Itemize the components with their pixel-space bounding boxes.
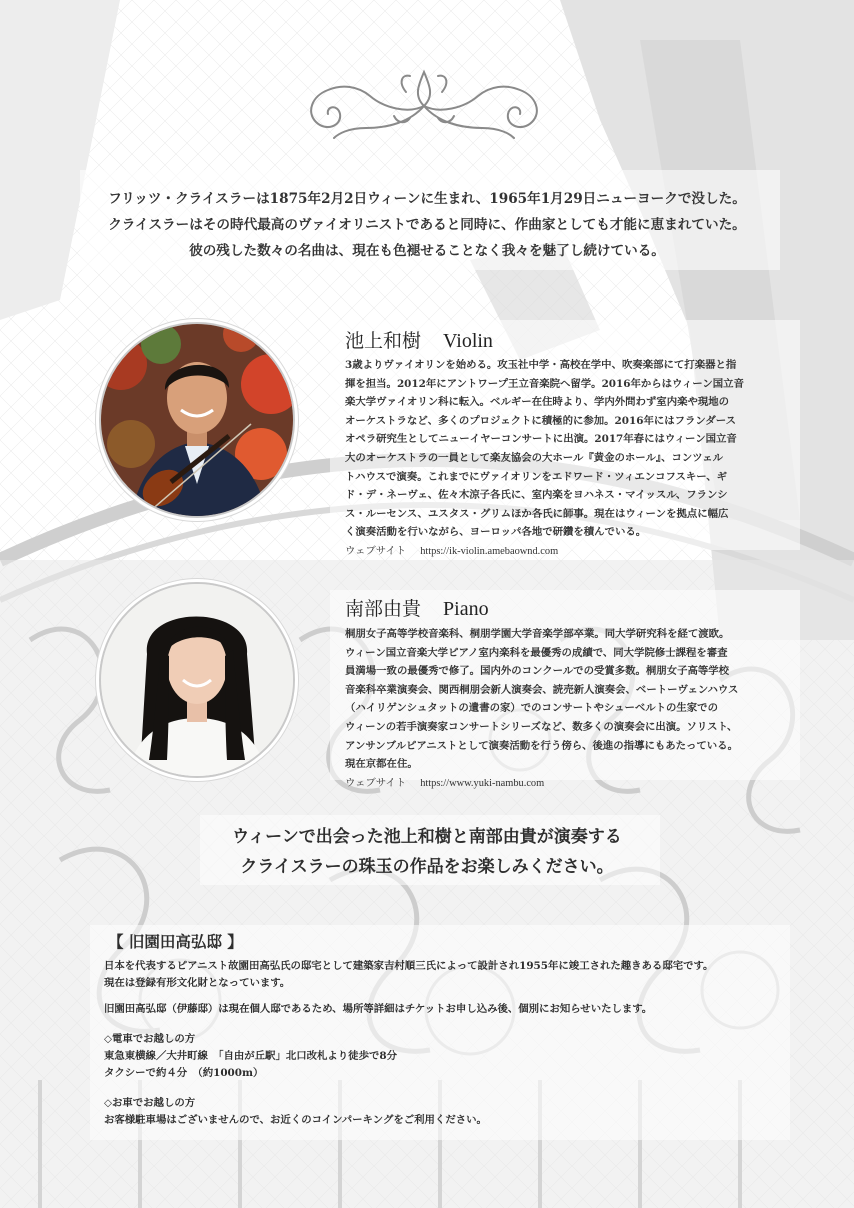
car-access-line: お客様駐車場はございませんので、お近くのコインパーキングをご利用ください。 — [104, 1114, 487, 1126]
ornament-flourish-icon — [298, 62, 550, 142]
bio-line: く演奏活動を行いながら、ヨーロッパ各地で研鑽を積んでいる。 — [345, 526, 647, 539]
venue-description-line: 日本を代表するピアニスト故園田高弘氏の邸宅として建築家吉村順三氏によって設計され1955年に竣工された趣きある邸宅です。 — [104, 960, 714, 972]
performer-name: 池上和樹 — [345, 330, 422, 352]
bio-line: トハウスで演奏。これまでにヴァイオリンをエドワード・ツィエンコフスキー、ギ — [345, 470, 728, 483]
tagline — [120, 822, 734, 882]
performer-instrument: Piano — [443, 598, 489, 620]
intro-line: フリッツ・クライスラーは1875年2月2日ウィーンに生まれ、1965年1月29日ニューヨークで没した。 — [108, 191, 746, 207]
bio-line: 音楽科卒業演奏会、関西桐朋会新人演奏会、読売新人演奏会、ベートーヴェンハウス — [345, 683, 739, 696]
venue-section — [104, 930, 804, 1129]
website-line — [345, 542, 744, 562]
violinist-portrait — [99, 322, 295, 518]
intro-line: 彼の残した数々の名曲は、現在も色褪せることなく我々を魅了し続けている。 — [189, 243, 665, 259]
website-label: ウェブサイト — [345, 544, 407, 557]
bio-line: オーケストラなど、多くのプロジェクトに積極的に参加。2016年にはフランダース — [345, 414, 737, 427]
website-line — [345, 774, 738, 794]
bio-line: 員満場一致の最優秀で修了。国内外のコンクールでの受賞多数。桐朋女子高等学校 — [345, 665, 730, 678]
performer-2-bio — [345, 625, 738, 793]
performer-name: 南部由貴 — [345, 598, 422, 620]
bio-line: 揮を担当。2012年にアントワープ王立音楽院へ留学。2016年からはウィーン国立音 — [345, 377, 744, 390]
performer-1-heading — [345, 326, 493, 353]
tagline-line: クライスラーの珠玉の作品をお楽しみください。 — [240, 857, 614, 877]
performer-2-heading — [345, 594, 489, 621]
website-label: ウェブサイト — [345, 776, 407, 789]
bio-line: ド・デ・ネーヴェ、佐々木涼子各氏に、室内楽をヨハネス・マイッスル、フランシ — [345, 489, 728, 502]
bio-line: （ハイリゲンシュタットの遺書の家）でのコンサートやシューベルトの生家での — [345, 702, 718, 715]
bio-line: 楽大学ヴァイオリン科に転入。ベルギー在住時より、学内外問わず室内楽や現地の — [345, 396, 730, 409]
pianist-portrait — [99, 582, 295, 778]
train-access-heading: ◇電車でお越しの方 — [104, 1033, 196, 1045]
website-link[interactable]: https://www.yuki-nambu.com — [420, 777, 545, 789]
intro-paragraph — [40, 186, 814, 264]
bio-line: ウィーンの若手演奏家コンサートシリーズなど、数多くの演奏会に出演。ソリスト、 — [345, 720, 738, 733]
performer-instrument: Violin — [443, 330, 493, 352]
train-access-line: 東急東横線／大井町線 「自由が丘駅」北口改札より徒歩で8分 — [104, 1050, 397, 1062]
bio-line: 桐朋女子高等学校音楽科、桐朋学園大学音楽学部卒業。同大学研究科を経て渡欧。 — [345, 628, 730, 640]
website-link[interactable]: https://ik-violin.amebaownd.com — [420, 545, 559, 557]
bio-line: ウィーン国立音楽大学ピアノ室内楽科を最優秀の成績で、同大学院修士課程を審査 — [345, 646, 728, 659]
intro-line: クライスラーはその時代最高のヴァイオリニストであると同時に、作曲家としても才能に恵まれていた。 — [108, 217, 746, 233]
bio-line: 大のオーケストラの一員として楽友協会の大ホール『黄金のホール』、コンツェル — [345, 451, 724, 464]
car-access-heading: ◇お車でお越しの方 — [104, 1097, 196, 1109]
train-access-line: タクシーで約４分 （約1000m） — [104, 1067, 264, 1079]
bio-line: オペラ研究生としてニューイヤーコンサートに出演。2017年春にはウィーン国立音 — [345, 433, 737, 446]
tagline-line: ウィーンで出会った池上和樹と南部由貴が演奏する — [232, 827, 622, 847]
bio-line: ス・ルーセンス、ユスタス・グリムほか各氏に師事。現在はウィーンを拠点に幅広 — [345, 507, 729, 520]
venue-title: 【 旧園田高弘邸 】 — [108, 932, 243, 951]
performer-1-bio — [345, 356, 744, 562]
bio-line: アンサンブルピアニストとして演奏活動を行う傍ら、後進の指導にもあたっている。 — [345, 739, 738, 752]
venue-description-line: 現在は登録有形文化財となっています。 — [104, 977, 291, 989]
venue-notice: 旧園田高弘邸（伊藤邸）は現在個人邸であるため、場所等詳細はチケットお申し込み後、個別にお知らせいたします。 — [104, 1003, 653, 1015]
bio-line: 現在京都在住。 — [345, 758, 418, 771]
bio-line: 3歳よりヴァイオリンを始める。攻玉社中学・高校在学中、吹奏楽部にて打楽器と指 — [345, 359, 737, 371]
